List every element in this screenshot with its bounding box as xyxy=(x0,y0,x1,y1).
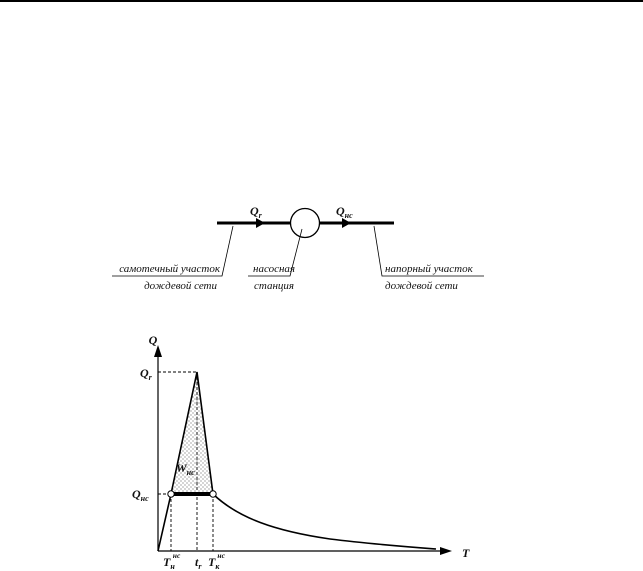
x-axis-label: T xyxy=(462,546,470,560)
x-axis-arrow xyxy=(440,547,452,555)
y-axis-label: Q xyxy=(148,333,158,347)
pump-station-symbol xyxy=(291,209,320,238)
peak-time-label: $t_r$ xyxy=(195,555,202,571)
pump-start-point xyxy=(168,491,174,497)
gravity-section-label-1: самотечный участок xyxy=(119,263,220,275)
inflow-label: $Q_r$ xyxy=(250,204,262,220)
pressure-section-label-2: дождевой сети xyxy=(385,280,458,292)
pump-station-label-1: насосная xyxy=(253,263,296,275)
pump-end-point xyxy=(210,491,216,497)
pump-start-time-label: $T_ннс$ xyxy=(163,551,181,571)
pump-flow-label: $Q_{нс}$ xyxy=(132,487,149,503)
pressure-section-label-1: напорный участок xyxy=(385,263,473,275)
outflow-label: $Q_{нс}$ xyxy=(336,204,353,220)
peak-flow-label: $Q_r$ xyxy=(140,366,152,382)
pump-end-time-label: $T_кнс$ xyxy=(208,551,225,571)
stored-volume-label: $W_{нс}$ xyxy=(176,461,195,477)
gravity-section-label-2: дождевой сети xyxy=(144,280,217,292)
pipeline-scheme xyxy=(112,204,484,292)
inflow-hydrograph xyxy=(132,333,470,571)
pump-station-label-2: станция xyxy=(254,280,295,292)
